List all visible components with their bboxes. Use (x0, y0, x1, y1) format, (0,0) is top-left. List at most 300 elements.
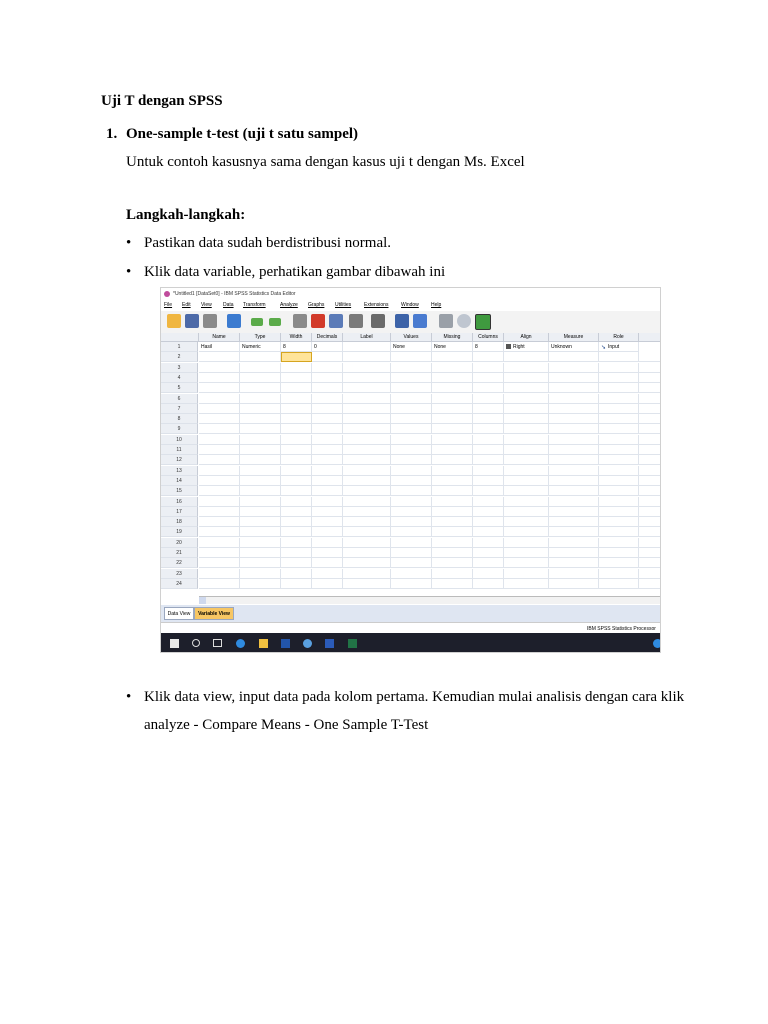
column-header[interactable]: Decimals (312, 333, 343, 342)
grid-cell[interactable] (549, 497, 599, 507)
grid-cell[interactable] (281, 527, 312, 537)
grid-cell[interactable] (504, 579, 549, 589)
dialog-recall-icon[interactable] (227, 314, 241, 328)
grid-cell[interactable] (199, 404, 240, 414)
grid-cell[interactable] (549, 455, 599, 465)
grid-cell[interactable] (391, 548, 432, 558)
grid-cell[interactable] (473, 527, 504, 537)
grid-cell[interactable] (240, 445, 281, 455)
grid-cell[interactable] (343, 507, 391, 517)
grid-cell[interactable] (312, 455, 343, 465)
grid-cell[interactable] (504, 486, 549, 496)
grid-cell[interactable] (504, 352, 549, 362)
grid-cell[interactable] (504, 383, 549, 393)
grid-cell[interactable] (281, 435, 312, 445)
grid-cell[interactable] (639, 579, 661, 589)
grid-cell[interactable] (343, 476, 391, 486)
grid-cell[interactable] (343, 517, 391, 527)
grid-cell[interactable] (504, 424, 549, 434)
insert-cases-icon[interactable] (349, 314, 363, 328)
grid-cell[interactable] (549, 363, 599, 373)
grid-cell[interactable] (432, 558, 473, 568)
grid-cell[interactable] (599, 558, 639, 568)
grid-cell[interactable] (312, 548, 343, 558)
grid-cell[interactable] (504, 363, 549, 373)
cell-label[interactable] (343, 342, 391, 352)
cell-measure[interactable]: Unknown (549, 342, 599, 352)
row-number[interactable]: 5 (161, 383, 198, 393)
cell-missing[interactable]: None (432, 342, 473, 352)
menu-window[interactable]: Window (401, 302, 419, 308)
grid-cell[interactable] (639, 548, 661, 558)
grid-cell[interactable] (473, 455, 504, 465)
row-number[interactable]: 11 (161, 445, 198, 455)
grid-cell[interactable] (199, 538, 240, 548)
grid-cell[interactable] (343, 373, 391, 383)
cell-name[interactable]: Hasil (199, 342, 240, 352)
grid-cell[interactable] (473, 507, 504, 517)
grid-cell[interactable] (343, 383, 391, 393)
row-number[interactable]: 9 (161, 424, 198, 434)
grid-cell[interactable] (240, 517, 281, 527)
grid-cell[interactable] (343, 394, 391, 404)
grid-cell[interactable] (281, 373, 312, 383)
grid-cell[interactable] (599, 497, 639, 507)
grid-cell[interactable] (240, 352, 281, 362)
variables-icon[interactable] (329, 314, 343, 328)
column-header[interactable]: Role (599, 333, 639, 342)
grid-cell[interactable] (240, 363, 281, 373)
grid-cell[interactable] (504, 435, 549, 445)
scroll-left-icon[interactable] (199, 597, 206, 604)
grid-cell[interactable] (549, 558, 599, 568)
grid-cell[interactable] (312, 497, 343, 507)
grid-cell[interactable] (432, 579, 473, 589)
redo-icon[interactable] (269, 318, 281, 326)
grid-cell[interactable] (432, 486, 473, 496)
grid-cell[interactable] (391, 497, 432, 507)
grid-cell[interactable] (312, 383, 343, 393)
row-number[interactable]: 6 (161, 394, 198, 404)
grid-cell[interactable] (281, 424, 312, 434)
find-icon[interactable] (371, 314, 385, 328)
row-number[interactable]: 19 (161, 527, 198, 537)
grid-cell[interactable] (312, 476, 343, 486)
column-header[interactable]: Label (343, 333, 391, 342)
grid-cell[interactable] (343, 435, 391, 445)
grid-cell[interactable] (343, 497, 391, 507)
grid-cell[interactable] (504, 414, 549, 424)
tab-data-view[interactable]: Data View (164, 607, 194, 620)
column-header[interactable]: Measure (549, 333, 599, 342)
grid-cell[interactable] (549, 476, 599, 486)
grid-cell[interactable] (199, 466, 240, 476)
grid-cell[interactable] (343, 466, 391, 476)
column-header[interactable]: Type (240, 333, 281, 342)
grid-cell[interactable] (391, 373, 432, 383)
grid-cell[interactable] (281, 476, 312, 486)
store-icon[interactable] (281, 639, 290, 648)
grid-cell[interactable] (639, 352, 661, 362)
row-number[interactable]: 3 (161, 363, 198, 373)
row-number[interactable]: 18 (161, 517, 198, 527)
grid-cell[interactable] (343, 424, 391, 434)
grid-cell[interactable] (639, 507, 661, 517)
grid-cell[interactable] (343, 579, 391, 589)
grid-cell[interactable] (312, 373, 343, 383)
grid-cell[interactable] (391, 435, 432, 445)
grid-cell[interactable] (504, 527, 549, 537)
row-number[interactable]: 22 (161, 558, 198, 568)
print-icon[interactable] (203, 314, 217, 328)
menu-graphs[interactable]: Graphs (308, 302, 325, 308)
grid-cell[interactable] (473, 352, 504, 362)
grid-cell[interactable] (240, 455, 281, 465)
grid-cell[interactable] (432, 363, 473, 373)
grid-cell[interactable] (549, 579, 599, 589)
grid-cell[interactable] (599, 579, 639, 589)
grid-cell[interactable] (639, 558, 661, 568)
grid-cell[interactable] (432, 527, 473, 537)
grid-cell[interactable] (240, 424, 281, 434)
grid-cell[interactable] (473, 435, 504, 445)
grid-cell[interactable] (549, 373, 599, 383)
grid-cell[interactable] (599, 445, 639, 455)
menu-view[interactable]: View (201, 302, 212, 308)
grid-cell[interactable] (549, 486, 599, 496)
grid-cell[interactable] (639, 527, 661, 537)
grid-cell[interactable] (312, 363, 343, 373)
grid-cell[interactable] (473, 548, 504, 558)
grid-cell[interactable] (639, 466, 661, 476)
row-number[interactable]: 16 (161, 497, 198, 507)
menu-utilities[interactable]: Utilities (335, 302, 352, 308)
grid-cell[interactable] (549, 507, 599, 517)
grid-cell[interactable] (599, 435, 639, 445)
grid-cell[interactable] (549, 466, 599, 476)
grid-cell[interactable] (432, 383, 473, 393)
grid-cell[interactable] (432, 414, 473, 424)
undo-icon[interactable] (251, 318, 263, 326)
grid-cell[interactable] (549, 538, 599, 548)
grid-cell[interactable] (473, 404, 504, 414)
grid-cell[interactable] (312, 404, 343, 414)
grid-cell[interactable] (391, 363, 432, 373)
grid-cell[interactable] (432, 466, 473, 476)
row-number[interactable]: 7 (161, 404, 198, 414)
grid-cell[interactable] (199, 414, 240, 424)
grid-cell[interactable] (240, 414, 281, 424)
grid-cell[interactable] (240, 404, 281, 414)
grid-cell[interactable] (599, 538, 639, 548)
grid-cell[interactable] (639, 414, 661, 424)
grid-cell[interactable] (639, 486, 661, 496)
grid-cell[interactable] (199, 527, 240, 537)
grid-cell[interactable] (199, 394, 240, 404)
grid-cell[interactable] (549, 383, 599, 393)
grid-cell[interactable] (504, 466, 549, 476)
grid-cell[interactable] (391, 424, 432, 434)
grid-cell[interactable] (391, 394, 432, 404)
grid-cell[interactable] (432, 476, 473, 486)
grid-cell[interactable] (549, 445, 599, 455)
grid-cell[interactable] (312, 435, 343, 445)
save-icon[interactable] (185, 314, 199, 328)
grid-cell[interactable] (639, 517, 661, 527)
grid-cell[interactable] (432, 394, 473, 404)
grid-cell[interactable] (599, 404, 639, 414)
grid-cell[interactable] (343, 538, 391, 548)
grid-cell[interactable] (312, 486, 343, 496)
value-labels-icon[interactable] (457, 314, 471, 328)
grid-cell[interactable] (240, 497, 281, 507)
grid-cell[interactable] (432, 507, 473, 517)
grid-cell[interactable] (473, 476, 504, 486)
grid-cell[interactable] (199, 363, 240, 373)
grid-cell[interactable] (343, 527, 391, 537)
grid-cell[interactable] (240, 558, 281, 568)
grid-cell[interactable] (199, 455, 240, 465)
grid-cell[interactable] (391, 466, 432, 476)
grid-cell[interactable] (281, 486, 312, 496)
grid-cell[interactable] (199, 352, 240, 362)
grid-cell[interactable] (240, 507, 281, 517)
grid-cell[interactable] (599, 486, 639, 496)
column-header[interactable]: Align (504, 333, 549, 342)
grid-cell[interactable] (504, 569, 549, 579)
grid-cell[interactable] (391, 352, 432, 362)
grid-cell[interactable] (343, 352, 391, 362)
grid-cell[interactable] (473, 466, 504, 476)
grid-cell[interactable] (343, 445, 391, 455)
grid-cell[interactable] (599, 517, 639, 527)
grid-cell[interactable] (391, 558, 432, 568)
menu-edit[interactable]: Edit (182, 302, 191, 308)
grid-cell[interactable] (432, 424, 473, 434)
grid-cell[interactable] (473, 445, 504, 455)
grid-cell[interactable] (312, 414, 343, 424)
grid-cell[interactable] (599, 507, 639, 517)
grid-cell[interactable] (391, 445, 432, 455)
row-number[interactable]: 15 (161, 486, 198, 496)
row-number[interactable]: 10 (161, 435, 198, 445)
grid-cell[interactable] (599, 527, 639, 537)
grid-cell[interactable] (504, 445, 549, 455)
grid-cell[interactable] (281, 466, 312, 476)
column-header[interactable]: Name (199, 333, 240, 342)
cell-type[interactable]: Numeric (240, 342, 281, 352)
file-explorer-icon[interactable] (259, 639, 268, 648)
row-number[interactable]: 12 (161, 455, 198, 465)
selected-cell[interactable] (281, 352, 312, 362)
grid-cell[interactable] (473, 569, 504, 579)
grid-cell[interactable] (432, 455, 473, 465)
grid-cell[interactable] (281, 507, 312, 517)
split-file-icon[interactable] (395, 314, 409, 328)
open-icon[interactable] (167, 314, 181, 328)
tab-variable-view[interactable]: Variable View (194, 607, 234, 620)
grid-cell[interactable] (504, 548, 549, 558)
grid-cell[interactable] (199, 569, 240, 579)
grid-cell[interactable] (599, 363, 639, 373)
grid-cell[interactable] (599, 548, 639, 558)
grid-cell[interactable] (473, 486, 504, 496)
grid-cell[interactable] (199, 507, 240, 517)
grid-cell[interactable] (473, 373, 504, 383)
use-sets-icon[interactable] (475, 314, 491, 330)
grid-cell[interactable] (240, 476, 281, 486)
grid-cell[interactable] (473, 414, 504, 424)
grid-cell[interactable] (312, 352, 343, 362)
row-number[interactable]: 2 (161, 352, 198, 362)
grid-cell[interactable] (312, 538, 343, 548)
grid-cell[interactable] (281, 363, 312, 373)
search-icon[interactable] (192, 639, 200, 647)
grid-cell[interactable] (240, 569, 281, 579)
tray-icon[interactable] (653, 639, 661, 648)
grid-cell[interactable] (199, 445, 240, 455)
grid-cell[interactable] (391, 507, 432, 517)
row-number[interactable]: 21 (161, 548, 198, 558)
grid-cell[interactable] (599, 383, 639, 393)
grid-cell[interactable] (639, 363, 661, 373)
grid-cell[interactable] (549, 569, 599, 579)
grid-cell[interactable] (549, 394, 599, 404)
grid-cell[interactable] (504, 455, 549, 465)
grid-cell[interactable] (240, 435, 281, 445)
grid-cell[interactable] (639, 373, 661, 383)
grid-cell[interactable] (639, 445, 661, 455)
grid-cell[interactable] (240, 383, 281, 393)
row-number[interactable]: 1 (161, 342, 198, 352)
grid-cell[interactable] (599, 394, 639, 404)
grid-cell[interactable] (599, 466, 639, 476)
grid-cell[interactable] (240, 373, 281, 383)
grid-cell[interactable] (343, 486, 391, 496)
grid-cell[interactable] (281, 497, 312, 507)
grid-cell[interactable] (549, 517, 599, 527)
grid-cell[interactable] (473, 497, 504, 507)
menu-help[interactable]: Help (431, 302, 442, 308)
grid-cell[interactable] (639, 435, 661, 445)
menu-transform[interactable]: Transform (243, 302, 266, 308)
grid-cell[interactable] (312, 507, 343, 517)
grid-cell[interactable] (504, 394, 549, 404)
grid-cell[interactable] (391, 538, 432, 548)
grid-cell[interactable] (240, 527, 281, 537)
grid-cell[interactable] (391, 476, 432, 486)
grid-cell[interactable] (199, 383, 240, 393)
word-icon[interactable] (325, 639, 334, 648)
grid-cell[interactable] (240, 548, 281, 558)
grid-cell[interactable] (504, 538, 549, 548)
cell-values[interactable]: None (391, 342, 432, 352)
row-number[interactable]: 13 (161, 466, 198, 476)
grid-cell[interactable] (240, 486, 281, 496)
grid-cell[interactable] (199, 435, 240, 445)
grid-cell[interactable] (599, 476, 639, 486)
grid-cell[interactable] (473, 383, 504, 393)
column-header[interactable]: Values (391, 333, 432, 342)
menu-extensions[interactable]: Extensions (364, 302, 389, 308)
grid-cell[interactable] (199, 548, 240, 558)
grid-cell[interactable] (549, 527, 599, 537)
grid-cell[interactable] (473, 538, 504, 548)
row-number[interactable]: 4 (161, 373, 198, 383)
edge-icon[interactable] (236, 639, 245, 648)
grid-cell[interactable] (281, 517, 312, 527)
grid-cell[interactable] (504, 373, 549, 383)
grid-cell[interactable] (432, 497, 473, 507)
grid-cell[interactable] (473, 363, 504, 373)
menu-data[interactable]: Data (223, 302, 234, 308)
grid-cell[interactable] (343, 455, 391, 465)
windows-start-icon[interactable] (170, 639, 179, 648)
grid-cell[interactable] (599, 569, 639, 579)
grid-cell[interactable] (473, 558, 504, 568)
grid-cell[interactable] (639, 404, 661, 414)
grid-cell[interactable] (432, 548, 473, 558)
grid-cell[interactable] (432, 445, 473, 455)
grid-cell[interactable] (240, 538, 281, 548)
grid-cell[interactable] (549, 352, 599, 362)
grid-cell[interactable] (312, 394, 343, 404)
select-cases-icon[interactable] (439, 314, 453, 328)
row-number[interactable]: 24 (161, 579, 198, 589)
grid-cell[interactable] (281, 414, 312, 424)
grid-cell[interactable] (199, 558, 240, 568)
grid-cell[interactable] (281, 445, 312, 455)
grid-cell[interactable] (199, 579, 240, 589)
grid-cell[interactable] (199, 497, 240, 507)
grid-cell[interactable] (312, 569, 343, 579)
grid-cell[interactable] (343, 548, 391, 558)
grid-cell[interactable] (639, 476, 661, 486)
grid-cell[interactable] (639, 538, 661, 548)
task-view-icon[interactable] (213, 639, 222, 647)
column-header[interactable]: Columns (473, 333, 504, 342)
grid-cell[interactable] (504, 497, 549, 507)
grid-cell[interactable] (312, 558, 343, 568)
weight-cases-icon[interactable] (413, 314, 427, 328)
grid-cell[interactable] (343, 404, 391, 414)
grid-cell[interactable] (599, 414, 639, 424)
grid-cell[interactable] (639, 383, 661, 393)
grid-cell[interactable] (473, 579, 504, 589)
row-number[interactable]: 23 (161, 569, 198, 579)
grid-cell[interactable] (391, 404, 432, 414)
grid-cell[interactable] (199, 476, 240, 486)
cell-decimals[interactable]: 0 (312, 342, 343, 352)
grid-cell[interactable] (281, 404, 312, 414)
grid-cell[interactable] (343, 569, 391, 579)
grid-cell[interactable] (281, 569, 312, 579)
grid-cell[interactable] (199, 373, 240, 383)
grid-cell[interactable] (504, 517, 549, 527)
row-number[interactable]: 17 (161, 507, 198, 517)
row-number[interactable]: 20 (161, 538, 198, 548)
grid-cell[interactable] (312, 527, 343, 537)
grid-cell[interactable] (473, 394, 504, 404)
grid-cell[interactable] (343, 363, 391, 373)
grid-cell[interactable] (343, 558, 391, 568)
grid-cell[interactable] (549, 414, 599, 424)
grid-cell[interactable] (312, 466, 343, 476)
grid-cell[interactable] (599, 455, 639, 465)
grid-cell[interactable] (391, 517, 432, 527)
grid-cell[interactable] (599, 373, 639, 383)
grid-cell[interactable] (432, 517, 473, 527)
